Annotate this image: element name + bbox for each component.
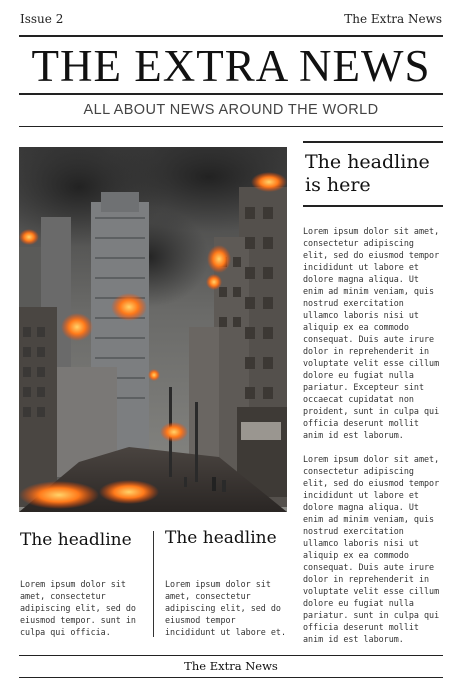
secondary-text-1: Lorem ipsum dolor sit amet, consectetur adipiscing elit, sed do eiusmod tempor. sunt in culpa qui officia. (20, 579, 136, 637)
tagline-rule (19, 126, 443, 127)
main-article-paragraph-2: Lorem ipsum dolor sit amet, consectetur adipiscing elit, sed do eiusmod tempor incididunt ut labore et dolore magna aliqua. Ut enim ad minim veniam, quis nostrud exercitation ullamco laboris nisi ut aliquip ex ea commodo consequat. Duis aute irure dolor in reprehenderit in voluptate velit esse cillum dolore eu fugiat nulla pariatur. sunt in culpa qui officia deserunt mollit anim id est laborum. (303, 454, 440, 644)
hero-image (19, 147, 287, 512)
secondary-headline-2: The headline (165, 528, 277, 548)
footer-brand: The Extra News (184, 659, 278, 673)
footer-top-rule (19, 655, 443, 656)
footer-bottom-rule (19, 677, 443, 678)
secondary-text-2: Lorem ipsum dolor sit amet, consectetur adipiscing elit, sed do eiusmod tempor incididunt ut labore et. (165, 579, 287, 637)
tagline: ALL ABOUT NEWS AROUND THE WORLD (83, 102, 379, 118)
main-headline-top-rule (303, 141, 443, 143)
masthead-title: THE EXTRA NEWS (31, 41, 431, 91)
main-headline-bottom-rule (303, 205, 443, 207)
brand-name-top: The Extra News (344, 12, 442, 26)
masthead-top-rule (19, 35, 443, 37)
masthead-bottom-rule (19, 93, 443, 95)
secondary-headline-1: The headline (20, 530, 132, 550)
main-headline: The headline is here (305, 151, 430, 196)
burning-city-illustration (19, 147, 287, 512)
main-article-paragraph-1: Lorem ipsum dolor sit amet, consectetur adipiscing elit, sed do eiusmod tempor incididunt ut labore et dolore magna aliqua. Ut enim ad minim veniam, quis nostrud exercitation ullamco laboris nisi ut aliquip ex ea commodo consequat. Duis aute irure dolor in reprehenderit in voluptate velit esse cillum dolore eu fugiat nulla pariatur. Excepteur sint occaecat cupidatat non proident, sunt in culpa qui officia deserunt mollit anim id est laborum. (303, 226, 440, 440)
column-divider (153, 531, 154, 637)
issue-number: Issue 2 (20, 12, 64, 26)
